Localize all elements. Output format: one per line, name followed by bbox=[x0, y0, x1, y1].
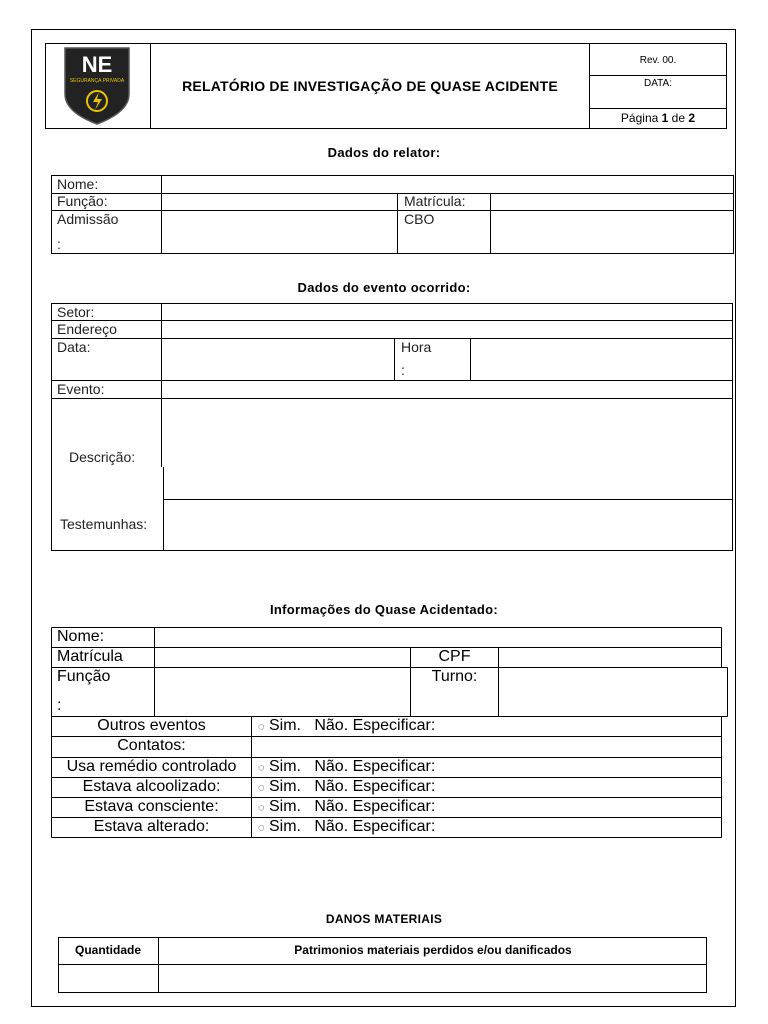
question-label-remedio: Usa remédio controlado bbox=[66, 758, 237, 775]
danos-patrimonios-field[interactable] bbox=[159, 965, 706, 992]
acidentado-funcao-field[interactable] bbox=[156, 668, 410, 716]
question-answer-outros-eventos[interactable] bbox=[258, 717, 435, 735]
answer-options: Sim. Não. Especificar: bbox=[269, 758, 436, 775]
page-prefix: Página bbox=[620, 111, 659, 125]
answer-options: Sim. Não. Especificar: bbox=[269, 717, 436, 734]
question-label-outros-eventos: Outros eventos bbox=[97, 717, 206, 734]
evento-data-field[interactable] bbox=[162, 339, 394, 380]
radio-circle-icon: ◌ bbox=[258, 782, 265, 794]
evento-col-line-2 bbox=[394, 338, 395, 380]
company-logo bbox=[63, 46, 131, 126]
relator-admissao-field[interactable] bbox=[162, 211, 397, 253]
radio-circle-icon: ◌ bbox=[258, 762, 265, 774]
evento-testemunhas-label: Testemunhas: bbox=[60, 516, 148, 532]
evento-hora-label: Hora bbox=[401, 339, 432, 355]
evento-setor-label: Setor: bbox=[57, 304, 95, 320]
acidentado-turno-field[interactable] bbox=[499, 668, 727, 716]
relator-funcao-field[interactable] bbox=[162, 194, 397, 210]
acidentado-matricula-field[interactable] bbox=[156, 648, 410, 667]
radio-circle-icon: ◌ bbox=[258, 721, 265, 733]
header-meta-line-1 bbox=[589, 75, 727, 76]
answer-options: Sim. Não. Especificar: bbox=[269, 818, 436, 835]
evento-descricao-label: Descrição: bbox=[69, 449, 136, 465]
acidentado-cpf-field[interactable] bbox=[499, 648, 721, 667]
evento-evento-label: Evento: bbox=[57, 381, 105, 397]
radio-circle-icon: ◌ bbox=[258, 802, 265, 814]
acidentado-matricula-label: Matrícula bbox=[57, 648, 123, 665]
acidentado-funcao-label: Função bbox=[57, 668, 111, 685]
page-number bbox=[589, 111, 727, 125]
evento-heading: Dados do evento ocorrido: bbox=[297, 280, 471, 295]
question-answer-remedio[interactable] bbox=[258, 758, 435, 776]
acidentado-heading: Informações do Quase Acidentado: bbox=[270, 602, 498, 617]
question-answer-contatos[interactable] bbox=[253, 738, 721, 757]
relator-heading: Dados do relator: bbox=[327, 145, 441, 160]
danos-heading: DANOS MATERIAIS bbox=[325, 912, 443, 926]
revision-label: Rev. 00. bbox=[639, 55, 677, 66]
acidentado-cpf-label: CPF bbox=[438, 648, 471, 665]
evento-endereco-label: Endereço bbox=[57, 321, 117, 337]
danos-quantidade-field[interactable] bbox=[59, 965, 158, 992]
evento-hora-field[interactable] bbox=[471, 339, 732, 380]
question-label-alcoolizado: Estava alcoolizado: bbox=[82, 778, 221, 795]
document-title: RELATÓRIO DE INVESTIGAÇÃO DE QUASE ACIDENTE bbox=[182, 78, 558, 94]
question-label-alterado: Estava alterado: bbox=[93, 818, 210, 835]
relator-cbo-field[interactable] bbox=[491, 211, 733, 253]
relator-nome-field[interactable] bbox=[162, 176, 733, 193]
danos-col-patrimonios: Patrimonios materiais perdidos e/ou danificados bbox=[294, 943, 572, 957]
evento-hora-colon: : bbox=[401, 362, 405, 378]
logo-text: NE bbox=[81, 52, 113, 77]
relator-matricula-field[interactable] bbox=[491, 194, 733, 210]
evento-evento-field[interactable] bbox=[162, 381, 732, 398]
question-answer-alcoolizado[interactable] bbox=[258, 778, 435, 796]
danos-col-quantidade: Quantidade bbox=[74, 943, 141, 957]
evento-endereco-field[interactable] bbox=[162, 321, 732, 338]
header-meta-line-2 bbox=[589, 108, 727, 109]
acidentado-nome-field[interactable] bbox=[156, 628, 721, 647]
date-label: DATA: bbox=[644, 78, 672, 89]
relator-col-line-2 bbox=[397, 193, 398, 254]
acidentado-funcao-colon: : bbox=[57, 697, 62, 714]
relator-nome-label: Nome: bbox=[57, 176, 99, 192]
relator-matricula-label: Matrícula: bbox=[404, 193, 466, 209]
evento-testemunhas-field[interactable] bbox=[164, 500, 732, 550]
page-of: de bbox=[671, 111, 686, 125]
radio-circle-icon: ◌ bbox=[258, 822, 265, 834]
page-total: 2 bbox=[688, 111, 696, 125]
question-label-contatos: Contatos: bbox=[117, 737, 186, 754]
question-answer-consciente[interactable] bbox=[258, 798, 435, 816]
evento-descricao-field[interactable] bbox=[164, 399, 732, 499]
question-label-consciente: Estava consciente: bbox=[84, 798, 219, 815]
relator-cbo-label: CBO bbox=[404, 211, 435, 227]
acidentado-turno-label: Turno: bbox=[431, 668, 478, 685]
page-current: 1 bbox=[661, 111, 669, 125]
question-answer-alterado[interactable] bbox=[258, 818, 435, 836]
relator-admissao-label: Admissão bbox=[57, 211, 119, 227]
answer-options: Sim. Não. Especificar: bbox=[269, 798, 436, 815]
acidentado-nome-label: Nome: bbox=[57, 628, 105, 645]
logo-subtext: SEGURANÇA PRIVADA bbox=[69, 78, 125, 84]
relator-admissao-colon: : bbox=[57, 236, 61, 252]
relator-funcao-label: Função: bbox=[57, 193, 108, 209]
evento-data-label: Data: bbox=[57, 339, 91, 355]
evento-setor-field[interactable] bbox=[162, 304, 732, 320]
answer-options: Sim. Não. Especificar: bbox=[269, 778, 436, 795]
